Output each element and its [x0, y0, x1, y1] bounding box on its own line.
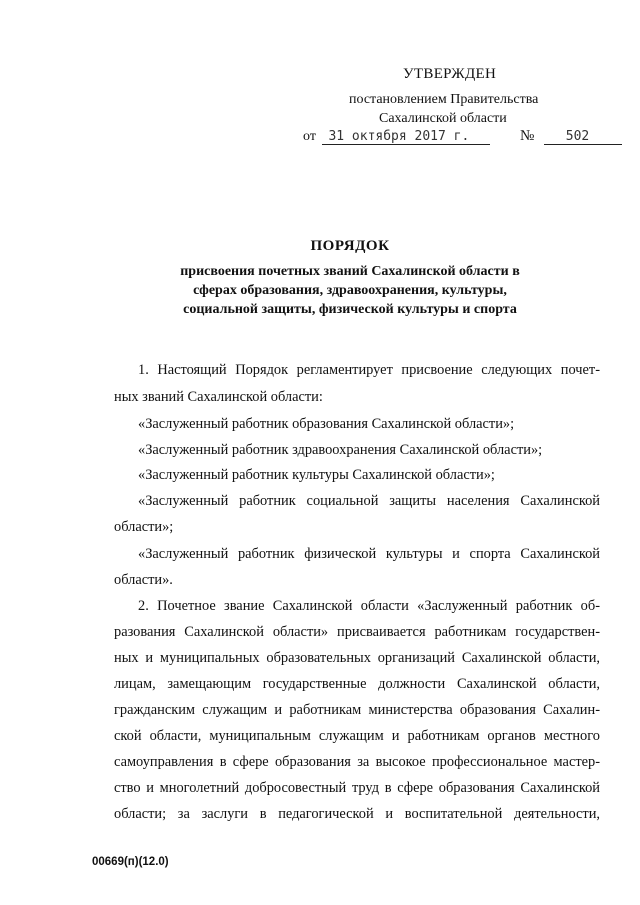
- document-code: 00669(п)(12.0): [92, 856, 169, 868]
- decree-number: 502: [544, 129, 622, 145]
- title-line-1: присвоения почетных званий Сахалинской области в: [180, 264, 520, 279]
- body-line: «Заслуженный работник образования Сахалинской области»;: [138, 416, 515, 432]
- body-line: ской области, муниципальным служащим и работникам органов местного: [114, 728, 600, 744]
- body-line: ных званий Сахалинской области:: [114, 389, 323, 405]
- decree-date-number: [303, 128, 622, 145]
- body-line: самоуправления в сфере образования за высокое профессиональное мастер-: [114, 754, 600, 770]
- body-line: области».: [114, 572, 173, 588]
- body-line: разования Сахалинской области» присваивается работникам государствен-: [114, 624, 600, 640]
- body-line: ство и многолетний добросовестный труд в сфере образования Сахалинской: [114, 780, 600, 796]
- body-line: ных и муниципальных образовательных организаций Сахалинской области,: [114, 650, 600, 666]
- body-line: области; за заслуги в педагогической и воспитательной деятельности,: [114, 806, 600, 822]
- decree-line-2: Сахалинской области: [379, 111, 507, 126]
- from-label: от: [303, 129, 316, 144]
- body-line: «Заслуженный работник культуры Сахалинской области»;: [138, 467, 495, 483]
- decree-date: 31 октября 2017 г.: [322, 129, 490, 145]
- title-heading: ПОРЯДОК: [310, 238, 390, 254]
- body-line: 2. Почетное звание Сахалинской области «Заслуженный работник об-: [138, 598, 600, 614]
- decree-line-1: постановлением Правительства: [349, 92, 539, 107]
- body-line: «Заслуженный работник здравоохранения Сахалинской области»;: [138, 442, 543, 458]
- body-line: 1. Настоящий Порядок регламентирует присвоение следующих почет-: [138, 362, 600, 378]
- approved-label: УТВЕРЖДЕН: [403, 66, 497, 82]
- body-line: области»;: [114, 519, 174, 535]
- number-label: №: [519, 128, 535, 144]
- body-line: гражданским служащим и работникам министерства образования Сахалин-: [114, 702, 600, 718]
- title-line-2: сферах образования, здравоохранения, культуры,: [193, 283, 507, 298]
- body-line: «Заслуженный работник физической культуры и спорта Сахалинской: [138, 546, 600, 562]
- title-line-3: социальной защиты, физической культуры и спорта: [183, 302, 517, 317]
- body-line: «Заслуженный работник социальной защиты населения Сахалинской: [138, 493, 600, 509]
- body-line: лицам, замещающим государственные должности Сахалинской области,: [114, 676, 600, 692]
